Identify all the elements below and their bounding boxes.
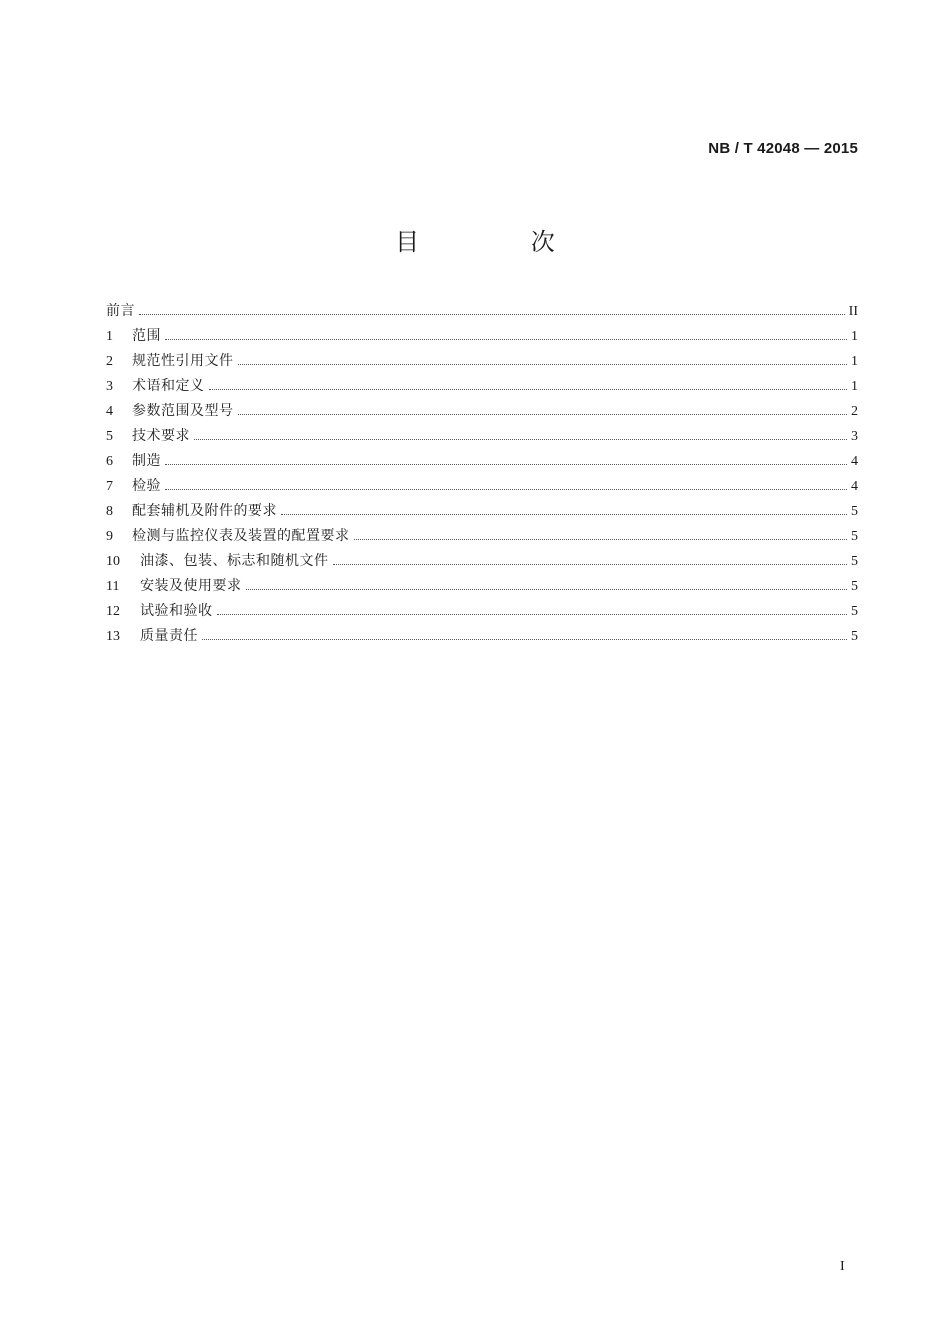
toc-entry-label: 油漆、包装、标志和随机文件 — [140, 553, 329, 569]
dot-leader — [202, 639, 847, 640]
dot-leader — [217, 614, 848, 615]
toc-entry-3[interactable] — [106, 374, 858, 399]
toc-entry-label: 检测与监控仪表及装置的配置要求 — [132, 528, 350, 544]
toc-entry-5[interactable] — [106, 424, 858, 449]
toc-entry-number: 2 — [106, 354, 113, 369]
toc-entry-9[interactable] — [106, 524, 858, 549]
toc-entry-page: 5 — [851, 579, 858, 594]
toc-entry-page: 1 — [851, 379, 858, 394]
toc-entry-number: 5 — [106, 429, 113, 444]
dot-leader — [194, 439, 847, 440]
toc-entry-label: 术语和定义 — [132, 378, 205, 394]
toc-entry-label: 制造 — [132, 453, 161, 469]
toc-entry-page: II — [848, 304, 858, 319]
toc-entry-page: 1 — [851, 329, 858, 344]
toc-entry-foreword[interactable] — [106, 299, 858, 324]
toc-entry-11[interactable] — [106, 574, 858, 599]
toc-entry-label: 配套辅机及附件的要求 — [132, 503, 277, 519]
toc-entry-number: 6 — [106, 454, 113, 469]
standard-code: NB / T 42048 — 2015 — [708, 140, 858, 157]
toc-entry-page: 5 — [851, 604, 858, 619]
toc-entry-label: 技术要求 — [132, 428, 190, 444]
toc-entry-number: 1 — [106, 329, 113, 344]
toc-entry-number: 8 — [106, 504, 113, 519]
dot-leader — [165, 464, 847, 465]
dot-leader — [238, 364, 848, 365]
toc-entry-label: 质量责任 — [140, 628, 198, 644]
toc-entry-number: 7 — [106, 479, 113, 494]
dot-leader — [209, 389, 848, 390]
page-number: I — [840, 1259, 845, 1274]
table-of-contents — [106, 299, 858, 649]
dot-leader — [333, 564, 848, 565]
toc-entry-label: 前言 — [106, 303, 135, 319]
toc-entry-7[interactable] — [106, 474, 858, 499]
toc-title: 目 次 — [395, 228, 607, 256]
dot-leader — [354, 539, 848, 540]
toc-entry-number: 4 — [106, 404, 113, 419]
toc-entry-13[interactable] — [106, 624, 858, 649]
toc-entry-4[interactable] — [106, 399, 858, 424]
toc-entry-number: 9 — [106, 529, 113, 544]
toc-entry-page: 5 — [851, 529, 858, 544]
toc-entry-page: 5 — [851, 554, 858, 569]
toc-entry-page: 4 — [851, 454, 858, 469]
dot-leader — [139, 314, 845, 315]
toc-entry-label: 范围 — [132, 328, 161, 344]
toc-entry-label: 检验 — [132, 478, 161, 494]
toc-entry-page: 5 — [851, 629, 858, 644]
toc-entry-page: 1 — [851, 354, 858, 369]
toc-entry-page: 2 — [851, 404, 858, 419]
toc-entry-page: 4 — [851, 479, 858, 494]
toc-entry-number: 13 — [106, 629, 120, 644]
toc-entry-page: 5 — [851, 504, 858, 519]
dot-leader — [281, 514, 847, 515]
toc-entry-6[interactable] — [106, 449, 858, 474]
dot-leader — [246, 589, 848, 590]
toc-entry-1[interactable] — [106, 324, 858, 349]
dot-leader — [165, 489, 847, 490]
toc-entry-page: 3 — [851, 429, 858, 444]
toc-entry-label: 参数范围及型号 — [132, 403, 234, 419]
toc-entry-label: 安装及使用要求 — [140, 578, 242, 594]
dot-leader — [165, 339, 847, 340]
toc-entry-number: 11 — [106, 579, 120, 594]
toc-entry-number: 12 — [106, 604, 120, 619]
toc-entry-number: 10 — [106, 554, 120, 569]
toc-entry-label: 规范性引用文件 — [132, 353, 234, 369]
toc-entry-2[interactable] — [106, 349, 858, 374]
toc-entry-12[interactable] — [106, 599, 858, 624]
toc-entry-label: 试验和验收 — [140, 603, 213, 619]
toc-entry-number: 3 — [106, 379, 113, 394]
toc-entry-8[interactable] — [106, 499, 858, 524]
toc-entry-10[interactable] — [106, 549, 858, 574]
dot-leader — [238, 414, 848, 415]
